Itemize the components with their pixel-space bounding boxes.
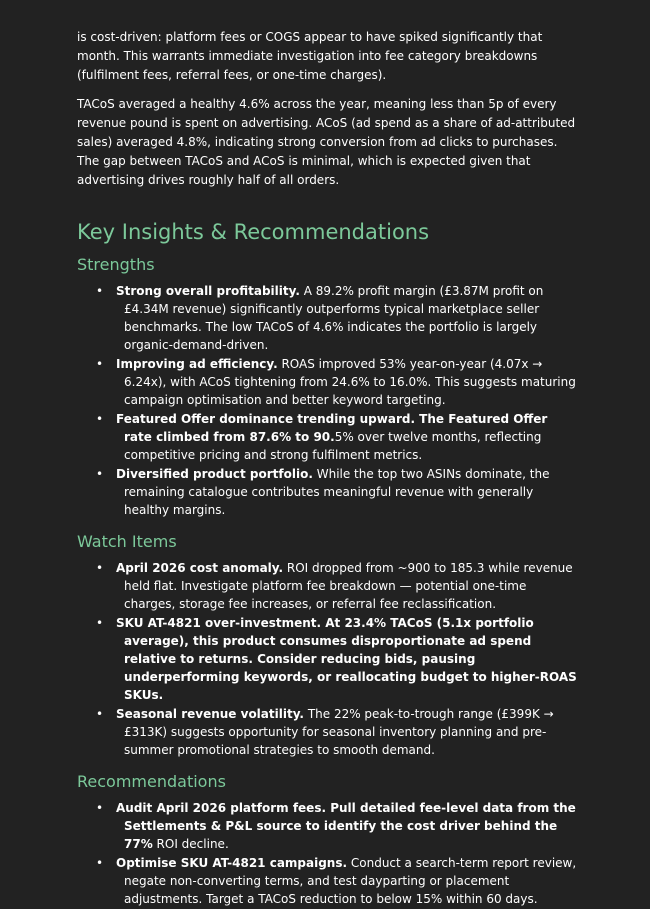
intro-paragraph: is cost-driven: platform fees or COGS appear to have spiked significantly that month. This warrants immediate investigation into fee category breakdowns (fulfilment fees, referral fees, or one-time charges).: [77, 30, 543, 82]
document-page: [77, 28, 577, 909]
bullet-icon: •: [96, 707, 104, 721]
list-item: [77, 410, 577, 464]
item-bold: Diversified product portfolio.: [116, 467, 313, 481]
watch-items-heading: Watch Items: [77, 532, 177, 551]
bullet-icon: •: [96, 284, 104, 298]
list-item: [77, 355, 577, 409]
item-bold: Featured Offer dominance trending upward. The Featured Offer rate climbed from 87.6% to 90.: [116, 412, 548, 444]
bullet-icon: •: [96, 616, 104, 630]
item-text: A 89.2% profit margin (£3.87M profit on £4.34M revenue) significantly outperforms typical marketplace seller benchmarks. The low TACoS of 4.6% indicates the portfolio is largely organic-demand-driven.: [124, 284, 544, 352]
list-item: [77, 854, 577, 908]
recommendations-list: [77, 799, 577, 908]
item-bold: Strong overall profitability.: [116, 284, 300, 298]
list-item: [77, 559, 577, 613]
item-text: ROI dropped from ~900 to 185.3 while revenue held flat. Investigate platform fee breakdown — potential one-time charges, storage fee increases, or referral fee reclassification.: [124, 561, 573, 611]
bullet-icon: •: [96, 801, 104, 815]
item-bold: SKU AT-4821 over-investment. At 23.4% TACoS (5.1x portfolio average), this product consumes disproportionate ad spend relative to returns. Consider reducing bids, pausing underperforming keywords, or reallocating budget to higher-ROAS SKUs.: [116, 616, 577, 702]
strengths-heading: Strengths: [77, 255, 155, 274]
bullet-icon: •: [96, 856, 104, 870]
bullet-icon: •: [96, 357, 104, 371]
item-text: The 22% peak-to-trough range (£399K → £313K) suggests opportunity for seasonal inventory planning and pre-summer promotional strategies to smooth demand.: [124, 707, 554, 757]
bullet-icon: •: [96, 561, 104, 575]
list-item: [77, 705, 577, 759]
strengths-list: [77, 282, 577, 519]
item-text: ROAS improved 53% year-on-year (4.07x → 6.24x), with ACoS tightening from 24.6% to 16.0%. This suggests maturing campaign optimisation and better keyword targeting.: [124, 357, 576, 407]
recommendations-heading: Recommendations: [77, 772, 226, 791]
list-item: [77, 614, 577, 704]
item-bold: Seasonal revenue volatility.: [116, 707, 304, 721]
list-item: [77, 799, 577, 853]
list-item: [77, 282, 577, 354]
item-bold: Optimise SKU AT-4821 campaigns.: [116, 856, 348, 870]
section-heading: Key Insights & Recommendations: [77, 220, 430, 244]
item-bold: Audit April 2026 platform fees. Pull detailed fee-level data from the Settlements & P&L source to identify the cost driver behind the 77%: [116, 801, 576, 851]
item-text: Conduct a search-term report review, negate non-converting terms, and test dayparting or placement adjustments. Target a TACoS reduction to below 15% within 60 days.: [124, 856, 577, 906]
item-text: While the top two ASINs dominate, the remaining catalogue contributes meaningful revenue with generally healthy margins.: [124, 467, 550, 517]
item-bold: Improving ad efficiency.: [116, 357, 278, 371]
list-item: [77, 465, 577, 519]
watch-items-list: [77, 559, 577, 759]
tacos-paragraph: TACoS averaged a healthy 4.6% across the year, meaning less than 5p of every revenue pound is spent on advertising. ACoS (ad spend as a share of ad-attributed sales) averaged 4.8%, indicating strong conversion from ad clicks to purchases. The gap between TACoS and ACoS is minimal, which is expected given that advertising drives roughly half of all orders.: [77, 97, 576, 187]
item-text: 5% over twelve months, reflecting competitive pricing and strong fulfilment metrics.: [124, 430, 542, 462]
bullet-icon: •: [96, 412, 104, 426]
bullet-icon: •: [96, 467, 104, 481]
item-text: ROI decline.: [152, 837, 229, 851]
item-bold: April 2026 cost anomaly.: [116, 561, 284, 575]
